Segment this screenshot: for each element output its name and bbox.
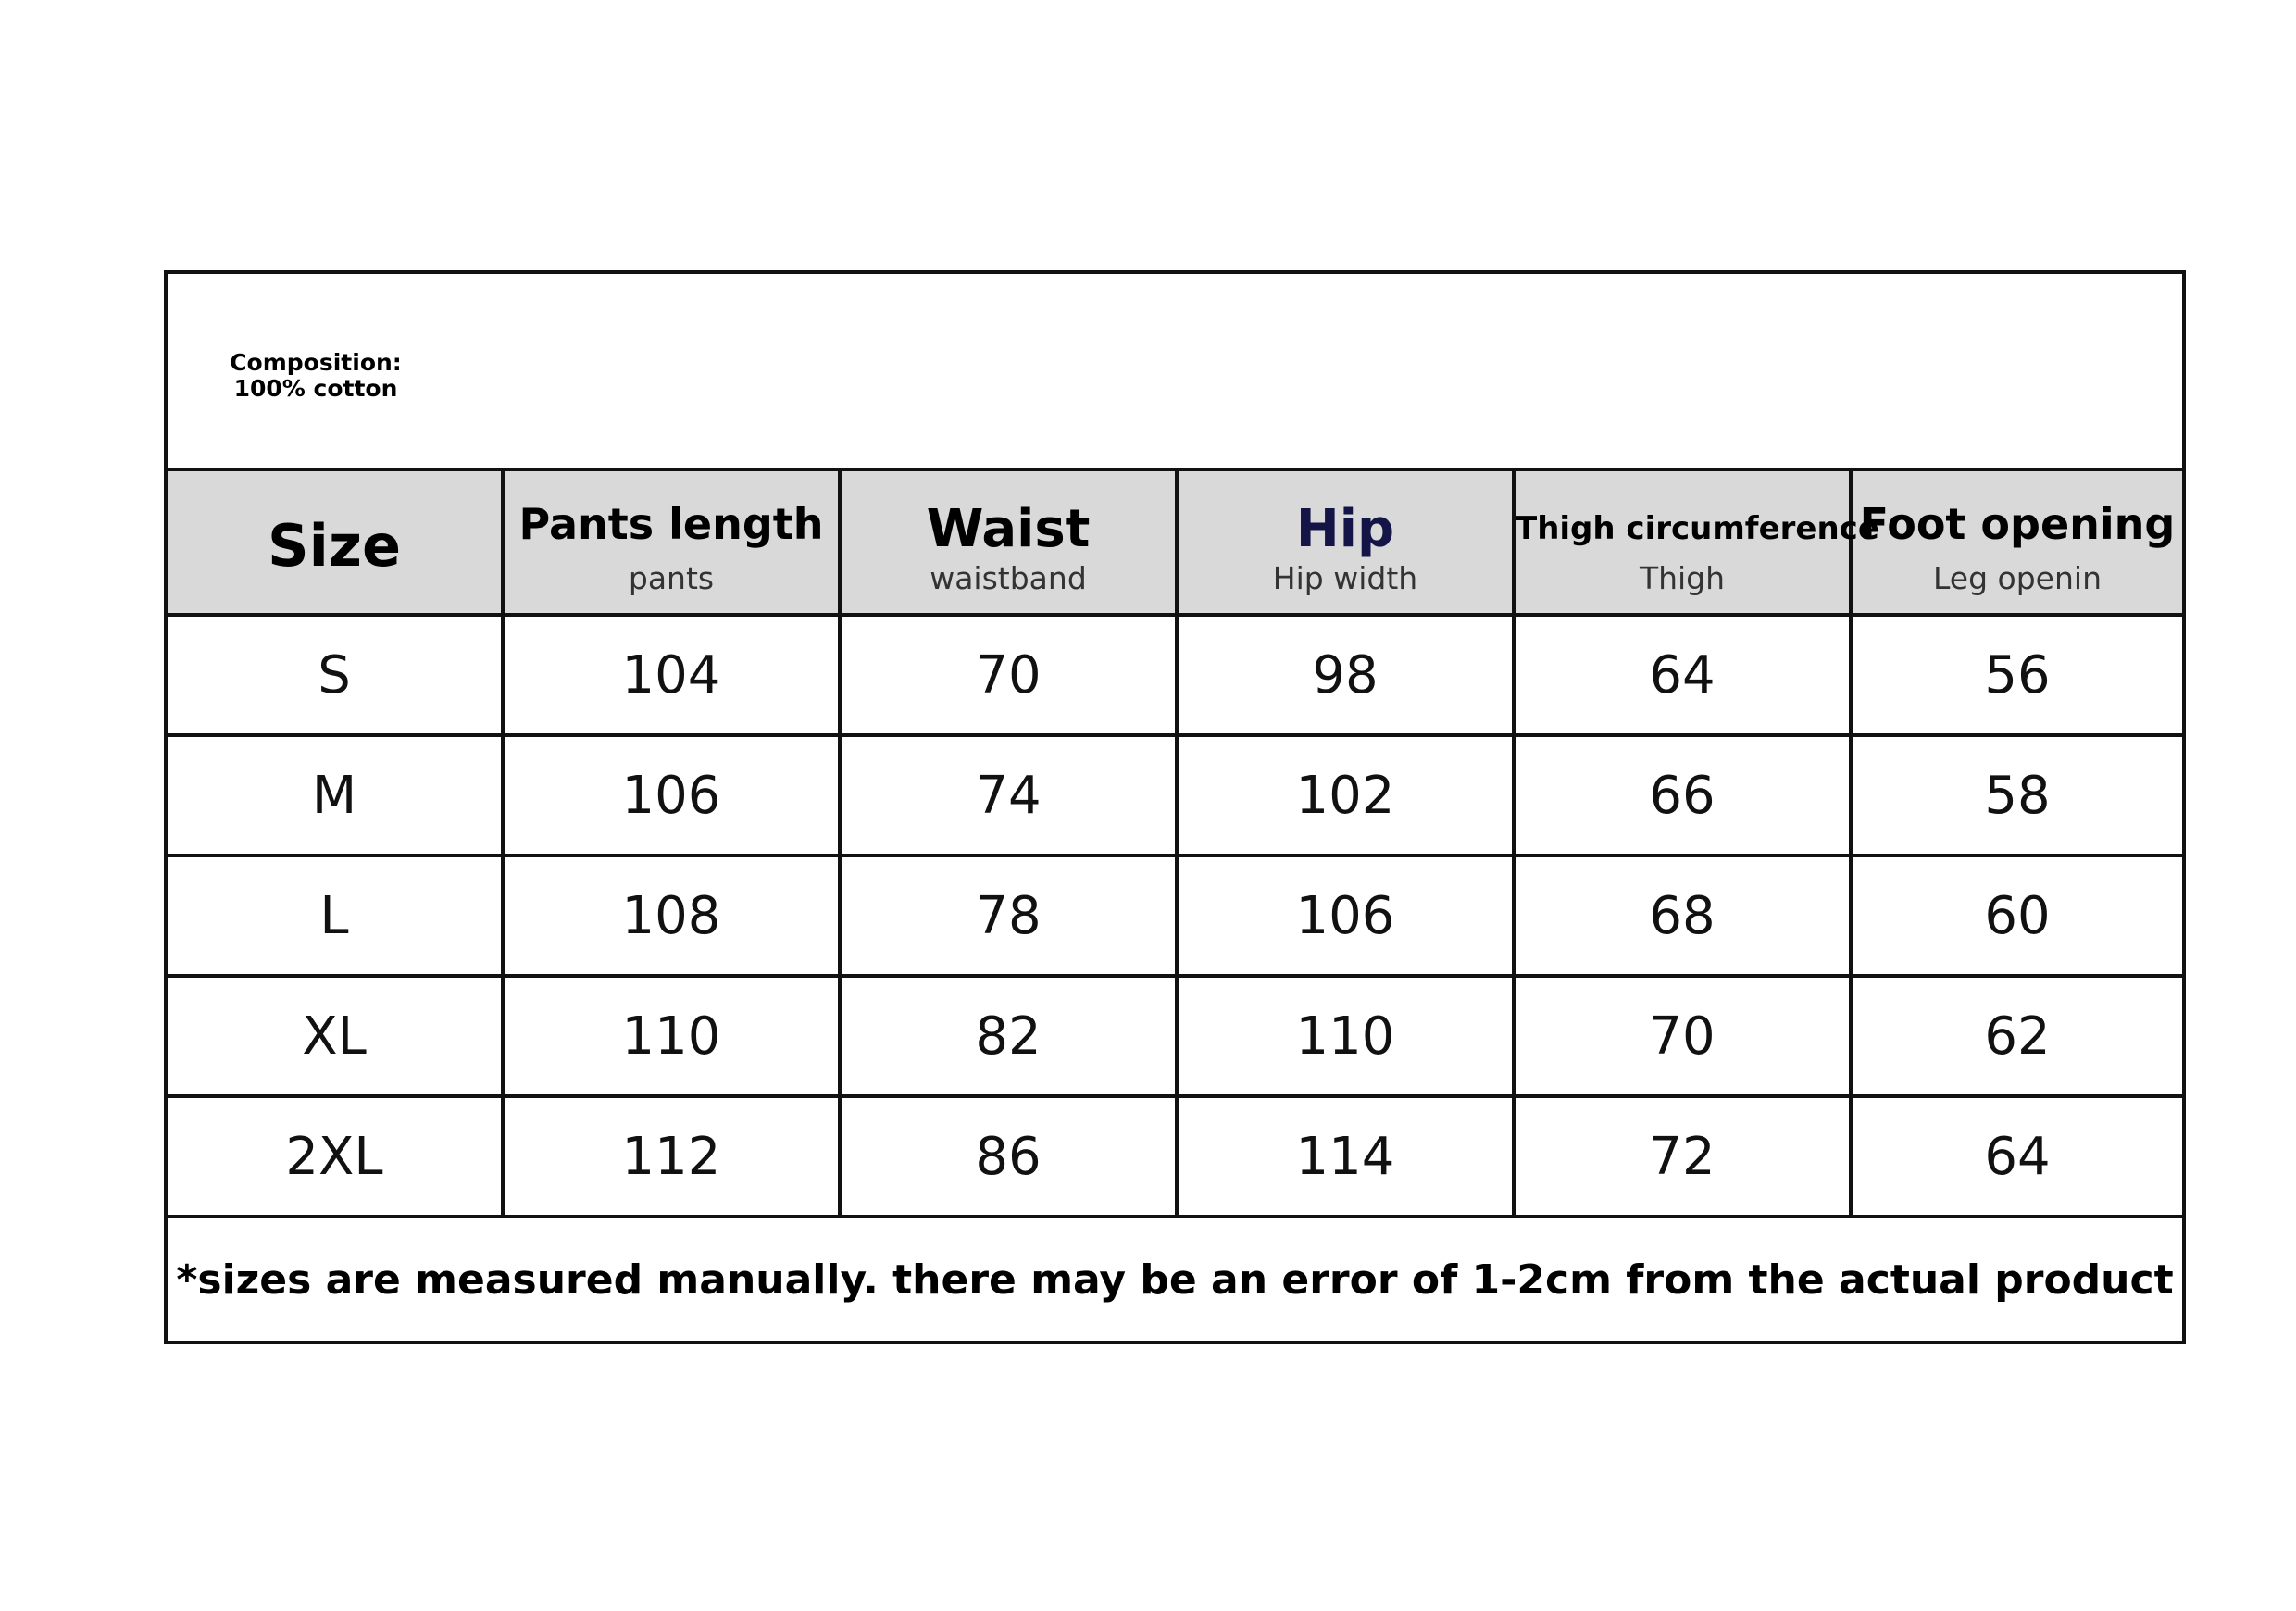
hip-cell: 98: [1179, 617, 1516, 733]
foot-opening-cell: 60: [1984, 885, 2051, 946]
composition-row: [168, 274, 2182, 471]
table-body: [168, 617, 2182, 1218]
size-cell: XL: [168, 978, 505, 1094]
thigh-cell: 64: [1516, 617, 1853, 733]
waist-cell: 74: [842, 737, 1179, 854]
pants-length-cell: 104: [505, 617, 842, 733]
header-foot-opening-title: Foot opening: [1859, 499, 2176, 549]
table-row: [168, 737, 2182, 857]
header-waist: [842, 471, 1179, 613]
pants-length-cell: 106: [505, 737, 842, 854]
header-foot-opening: [1853, 471, 2182, 613]
hip-cell: 102: [1179, 737, 1516, 854]
waist-cell: 86: [842, 1098, 1179, 1215]
thigh-cell: 68: [1516, 857, 1853, 974]
pants-length-cell: 110: [505, 978, 842, 1094]
header-pants-length: [505, 471, 842, 613]
waist-cell: 78: [842, 857, 1179, 974]
table-row: [168, 617, 2182, 737]
header-pants-length-subtitle: pants: [628, 560, 715, 596]
header-waist-title: Waist: [926, 499, 1091, 559]
pants-length-cell: 112: [505, 1098, 842, 1215]
composition-label: Composition: 100% cotton: [230, 349, 402, 402]
size-cell: S: [168, 617, 505, 733]
pants-length-cell: 108: [505, 857, 842, 974]
footnote-text: *sizes are measured manually. there may be an error of 1-2cm from the actual product: [176, 1255, 2174, 1304]
foot-opening-cell: 58: [1984, 765, 2051, 826]
header-thigh-title: Thigh circumference: [1516, 510, 1879, 547]
table-row: [168, 1098, 2182, 1218]
header-foot-opening-subtitle: Leg openin: [1933, 560, 2102, 596]
header-pants-length-title: Pants length: [518, 499, 824, 549]
hip-cell: 110: [1179, 978, 1516, 1094]
foot-opening-cell: 62: [1984, 1005, 2051, 1067]
hip-cell: 114: [1179, 1098, 1516, 1215]
waist-cell: 82: [842, 978, 1179, 1094]
footnote-row: [168, 1218, 2182, 1341]
hip-cell: 106: [1179, 857, 1516, 974]
thigh-cell: 70: [1516, 978, 1853, 1094]
header-hip-title: Hip: [1295, 499, 1395, 559]
header-row: [168, 471, 2182, 617]
foot-opening-cell: 56: [1984, 644, 2051, 706]
thigh-cell: 66: [1516, 737, 1853, 854]
size-cell: L: [168, 857, 505, 974]
waist-cell: 70: [842, 617, 1179, 733]
header-hip-subtitle: Hip width: [1272, 560, 1418, 596]
size-chart-table: [164, 270, 2186, 1344]
table-row: [168, 857, 2182, 978]
header-size: [168, 471, 505, 613]
header-thigh: [1516, 471, 1879, 613]
header-size-title: Size: [267, 512, 402, 580]
foot-opening-cell: 64: [1984, 1126, 2051, 1187]
header-hip: [1179, 471, 1516, 613]
header-waist-subtitle: waistband: [930, 560, 1087, 596]
size-cell: M: [168, 737, 505, 854]
size-cell: 2XL: [168, 1098, 505, 1215]
header-thigh-subtitle: Thigh: [1639, 560, 1726, 596]
table-row: [168, 978, 2182, 1098]
thigh-cell: 72: [1516, 1098, 1853, 1215]
